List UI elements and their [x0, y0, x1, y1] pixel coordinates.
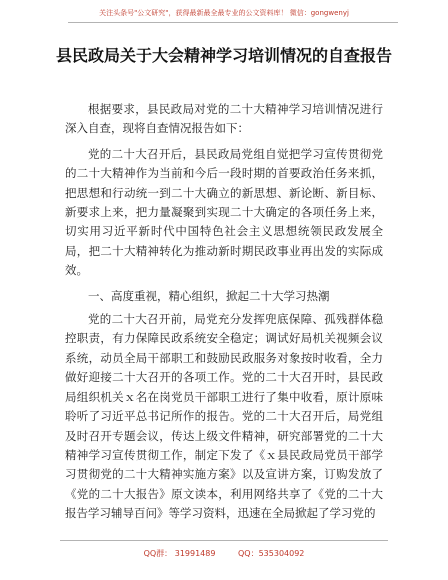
section-heading: 一、高度重视，精心组织，掀起二十大学习热潮	[88, 288, 330, 303]
document-body	[65, 100, 383, 530]
header-notice: 关注头条号"公文研究"，获得最新最全最专业的公文资料库！ 微信：gongwenyj	[99, 9, 349, 17]
document-title: 县民政局关于大会精神学习培训情况的自查报告	[55, 46, 392, 65]
paragraph-overview: 党的二十大召开后，县民政局党组自觉把学习宣传贯彻党的二十大精神作为当前和今后一段时期的首要政治任务来抓，把思想和行动统一到二十大确立的新思想、新论断、新目标、新要求上来，把力量凝聚到实现二十大确定的各项任务上来，切实用习近平新时代中国特色社会主义思想统领民政发展全局，把二十大精神转化为推动新时期民政事业再出发的实际成效。	[65, 146, 383, 278]
paragraph-section-1: 党的二十大召开前，局党充分发挥兜底保障、孤残群体稳控职责，有力保障民政系统安全稳定；调试好局机关视频会议系统，动员全局干部职工和鼓励民政服务对象按时收看，全力做好迎接二十大召开的各项工作。党的二十大召开时，县民政局组织机关ｘ名在岗党员干部职工进行了集中收看，原计原味聆听了习近平总书记所作的报告。党的二十大召开后，局党组及时召开专题会议，传达上级文件精神，研究部署党的二十大精神学习宣传贯彻工作，制定下发了《ｘ县民政局党员干部学习贯彻党的二十大精神实施方案》以及宣讲方案，订购发放了《党的二十大报告》原文读本，利用网络共享了《党的二十大报告学习辅导百问》等学习资料，迅速在全局掀起了学习党的	[65, 312, 383, 521]
footer	[0, 548, 448, 559]
footer-qq-group: QQ群： 31991489	[143, 549, 216, 558]
footer-divider	[60, 540, 388, 541]
footer-qq: QQ：535304092	[238, 549, 305, 558]
paragraph-intro: 根据要求，县民政局对党的二十大精神学习培训情况进行深入自查，现将自查情况报告如下：	[65, 102, 383, 136]
header-divider	[68, 22, 398, 23]
